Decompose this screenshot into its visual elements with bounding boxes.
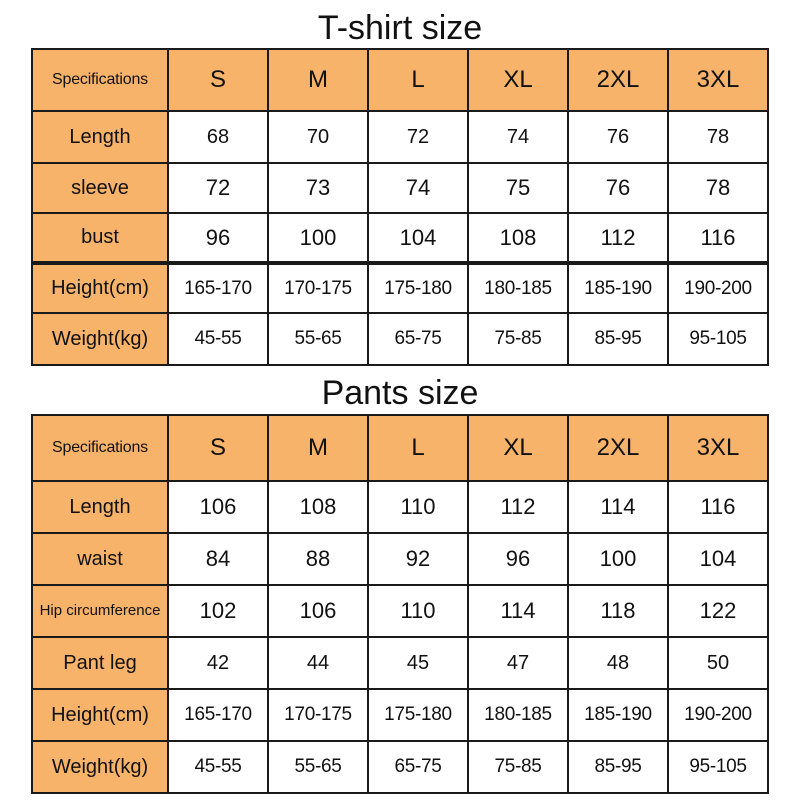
table-cell: 175-180 — [368, 263, 468, 313]
table-cell: 50 — [668, 637, 768, 689]
table-cell: 190-200 — [668, 263, 768, 313]
pants-size-s: S — [168, 415, 268, 481]
table-cell: 88 — [268, 533, 368, 585]
table-cell: 116 — [668, 481, 768, 533]
row-label: sleeve — [32, 163, 168, 213]
row-label: Weight(kg) — [32, 313, 168, 365]
row-label: Height(cm) — [32, 263, 168, 313]
pants-size-3xl: 3XL — [668, 415, 768, 481]
table-cell: 65-75 — [368, 741, 468, 793]
row-label: Weight(kg) — [32, 741, 168, 793]
pants-header-row — [32, 415, 768, 481]
table-cell: 72 — [168, 163, 268, 213]
tshirt-row-bust — [32, 213, 768, 263]
table-cell: 102 — [168, 585, 268, 637]
table-cell: 96 — [468, 533, 568, 585]
table-cell: 112 — [468, 481, 568, 533]
table-cell: 104 — [368, 213, 468, 263]
table-cell: 92 — [368, 533, 468, 585]
table-cell: 116 — [668, 213, 768, 263]
tshirt-size-s: S — [168, 49, 268, 111]
table-cell: 75-85 — [468, 313, 568, 365]
table-cell: 104 — [668, 533, 768, 585]
table-cell: 96 — [168, 213, 268, 263]
table-cell: 47 — [468, 637, 568, 689]
pants-size-xl: XL — [468, 415, 568, 481]
tshirt-size-table — [31, 48, 769, 366]
tshirt-size-2xl: 2XL — [568, 49, 668, 111]
table-cell: 165-170 — [168, 689, 268, 741]
table-cell: 112 — [568, 213, 668, 263]
table-cell: 110 — [368, 481, 468, 533]
table-cell: 185-190 — [568, 263, 668, 313]
table-cell: 45-55 — [168, 313, 268, 365]
table-cell: 95-105 — [668, 313, 768, 365]
table-cell: 122 — [668, 585, 768, 637]
table-cell: 70 — [268, 111, 368, 163]
row-label: Hip circumference — [32, 585, 168, 637]
tshirt-size-3xl: 3XL — [668, 49, 768, 111]
tshirt-size-m: M — [268, 49, 368, 111]
table-cell: 114 — [568, 481, 668, 533]
row-label: Pant leg — [32, 637, 168, 689]
tshirt-size-xl: XL — [468, 49, 568, 111]
table-cell: 110 — [368, 585, 468, 637]
pants-header-label: Specifications — [32, 415, 168, 481]
table-cell: 106 — [268, 585, 368, 637]
tshirt-row-height — [32, 263, 768, 313]
pants-row-length — [32, 481, 768, 533]
table-cell: 84 — [168, 533, 268, 585]
tshirt-header-row — [32, 49, 768, 111]
row-label: Length — [32, 481, 168, 533]
table-cell: 185-190 — [568, 689, 668, 741]
tshirt-row-sleeve — [32, 163, 768, 213]
table-cell: 75-85 — [468, 741, 568, 793]
table-cell: 100 — [268, 213, 368, 263]
table-cell: 42 — [168, 637, 268, 689]
table-cell: 65-75 — [368, 313, 468, 365]
pants-row-weight — [32, 741, 768, 793]
pants-size-2xl: 2XL — [568, 415, 668, 481]
pants-row-height — [32, 689, 768, 741]
table-cell: 45 — [368, 637, 468, 689]
table-cell: 165-170 — [168, 263, 268, 313]
table-cell: 78 — [668, 111, 768, 163]
tshirt-header-label: Specifications — [32, 49, 168, 111]
pants-size-m: M — [268, 415, 368, 481]
pants-size-title: Pants size — [321, 374, 479, 412]
table-cell: 78 — [668, 163, 768, 213]
table-cell: 190-200 — [668, 689, 768, 741]
table-cell: 74 — [368, 163, 468, 213]
pants-size-l: L — [368, 415, 468, 481]
tshirt-size-l: L — [368, 49, 468, 111]
table-cell: 68 — [168, 111, 268, 163]
table-cell: 106 — [168, 481, 268, 533]
pants-row-waist — [32, 533, 768, 585]
table-cell: 118 — [568, 585, 668, 637]
table-cell: 180-185 — [468, 263, 568, 313]
table-cell: 108 — [268, 481, 368, 533]
table-cell: 75 — [468, 163, 568, 213]
table-cell: 108 — [468, 213, 568, 263]
table-cell: 180-185 — [468, 689, 568, 741]
row-label: bust — [32, 213, 168, 263]
tshirt-row-length — [32, 111, 768, 163]
table-cell: 76 — [568, 111, 668, 163]
row-label: Height(cm) — [32, 689, 168, 741]
table-cell: 74 — [468, 111, 568, 163]
table-cell: 100 — [568, 533, 668, 585]
tshirt-row-weight — [32, 313, 768, 365]
table-cell: 85-95 — [568, 741, 668, 793]
table-cell: 170-175 — [268, 263, 368, 313]
table-cell: 114 — [468, 585, 568, 637]
table-cell: 44 — [268, 637, 368, 689]
table-cell: 55-65 — [268, 313, 368, 365]
row-label: Length — [32, 111, 168, 163]
table-cell: 73 — [268, 163, 368, 213]
tshirt-size-title: T-shirt size — [317, 9, 483, 47]
table-cell: 175-180 — [368, 689, 468, 741]
pants-size-table — [31, 414, 769, 794]
table-cell: 48 — [568, 637, 668, 689]
pants-row-pant-leg — [32, 637, 768, 689]
table-cell: 170-175 — [268, 689, 368, 741]
row-label: waist — [32, 533, 168, 585]
table-cell: 95-105 — [668, 741, 768, 793]
pants-row-hip — [32, 585, 768, 637]
table-cell: 55-65 — [268, 741, 368, 793]
table-cell: 85-95 — [568, 313, 668, 365]
table-cell: 45-55 — [168, 741, 268, 793]
table-cell: 72 — [368, 111, 468, 163]
table-cell: 76 — [568, 163, 668, 213]
